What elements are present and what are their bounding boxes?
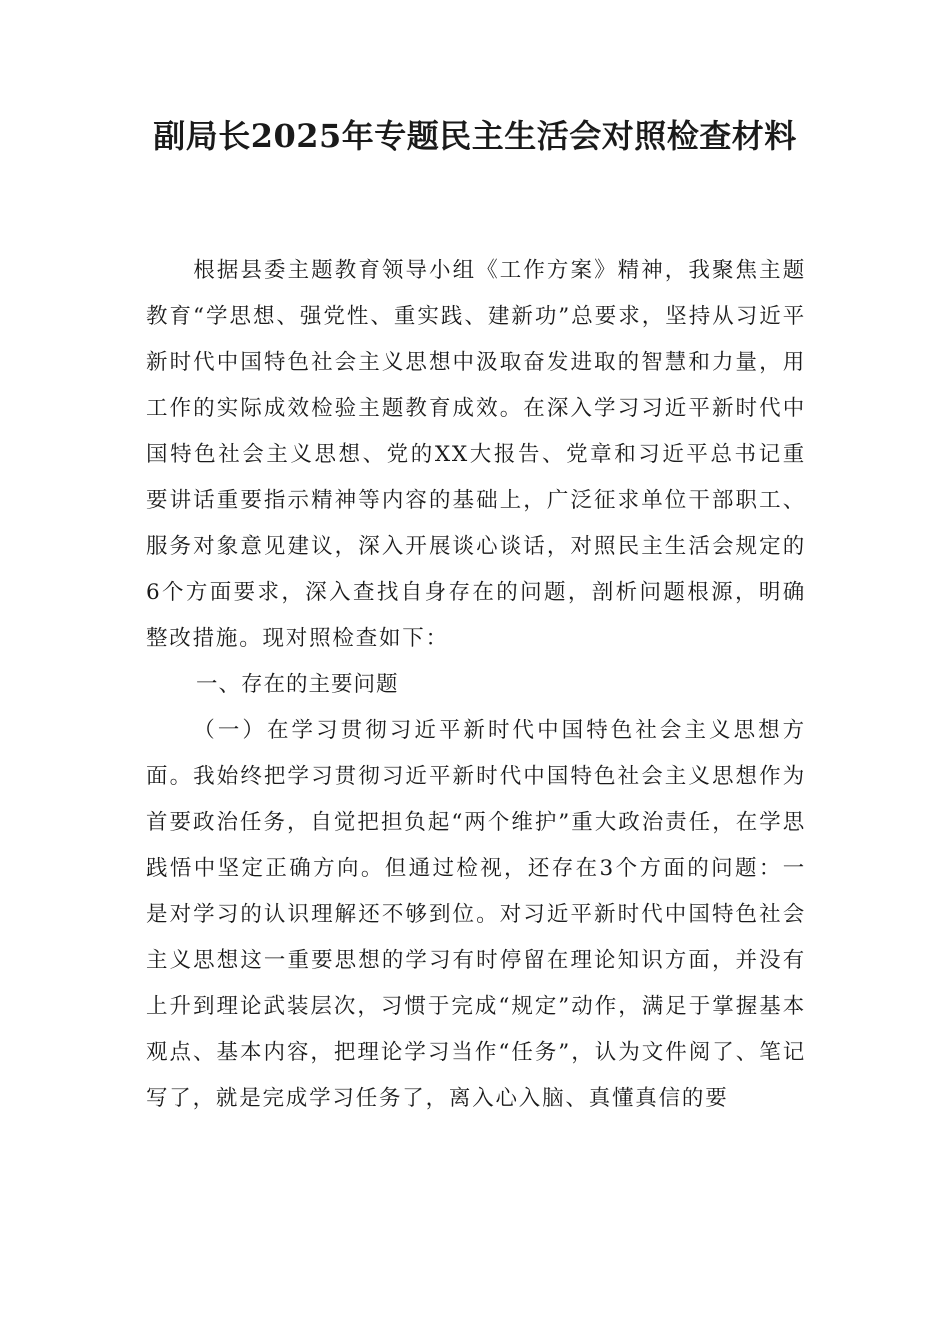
section-heading: 一、存在的主要问题 [196,672,399,697]
subsection-body: 我始终把学习贯彻习近平新时代中国特色社会主义思想作为首要政治任务，自觉把担负起“两个维护”重大政治责任，在学思践悟中坚定正确方向。但通过检视，还存在3个方面的问题：一是对学习的认识理解还不够到位。对习近平新时代中国特色社会主义思想这一重要思想的学习有时停留在理论知识方面，并没有上升到理论武装层次，习惯于完成“规定”动作，满足于掌握基本观点、基本内容，把理论学习当作“任务”，认为文件阅了、笔记写了，就是完成学习任务了，离入心入脑、真懂真信的要 [146,764,806,1111]
subsection-paragraph [146,708,806,1122]
intro-paragraph: 根据县委主题教育领导小组《工作方案》精神，我聚焦主题教育“学思想、强党性、重实践、建新功”总要求，坚持从习近平新时代中国特色社会主义思想中汲取奋发进取的智慧和力量，用工作的实际成效检验主题教育成效。在深入学习习近平新时代中国特色社会主义思想、党的XX大报告、党章和习近平总书记重要讲话重要指示精神等内容的基础上，广泛征求单位干部职工、服务对象意见建议，深入开展谈心谈话，对照民主生活会规定的6个方面要求，深入查找自身存在的问题，剖析问题根源，明确整改措施。现对照检查如下： [146,258,806,651]
document-title: 副局长2025年专题民主生活会对照检查材料 [153,117,797,155]
subsection-lead: （一）在学习贯彻习近平新时代中国特色社会主义思想方面。 [146,718,806,789]
document-body [146,248,806,1122]
